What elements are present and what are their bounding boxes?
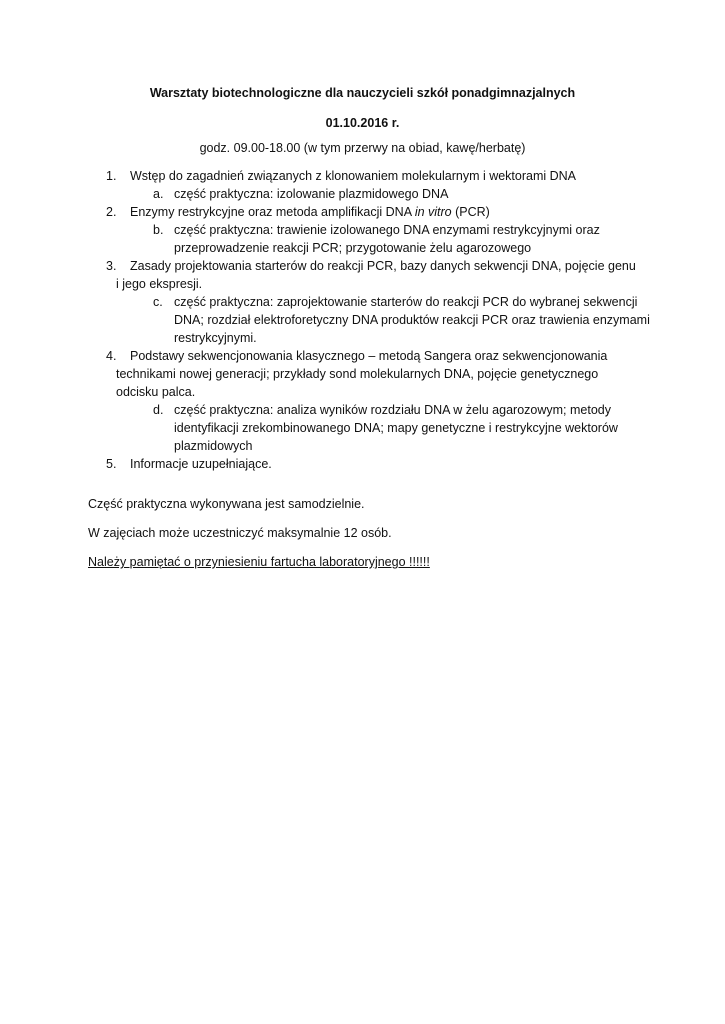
italic-term: in vitro [414, 205, 452, 219]
sublist-item-text: DNA; rozdział elektroforetyczny DNA produktów reakcji PCR oraz trawienia enzymami [174, 313, 650, 327]
sublist-letter: b. [153, 223, 164, 237]
list-item-text: Informacje uzupełniające. [130, 457, 272, 471]
list-item-text: Zasady projektowania starterów do reakcji PCR, bazy danych sekwencji DNA, pojęcie genu [130, 259, 636, 273]
document-title: Warsztaty biotechnologiczne dla nauczycieli szkół ponadgimnazjalnych [149, 86, 576, 100]
list-item-text: Enzymy restrykcyjne oraz metoda amplifikacji DNA in vitro (PCR) [130, 205, 490, 219]
sublist-item-text: część praktyczna: trawienie izolowanego DNA enzymami restrykcyjnymi oraz [174, 223, 600, 237]
note-participants: W zajęciach może uczestniczyć maksymalnie 12 osób. [88, 526, 392, 540]
sublist-item-text: część praktyczna: analiza wyników rozdziału DNA w żelu agarozowym; metody [174, 403, 611, 417]
list-number: 1. [106, 169, 117, 183]
sublist-letter: d. [153, 403, 164, 417]
sublist-item-text: przeprowadzenie reakcji PCR; przygotowanie żelu agarozowego [174, 241, 532, 255]
list-number: 3. [106, 259, 117, 273]
sublist-item-text: część praktyczna: izolowanie plazmidowego DNA [174, 187, 449, 201]
note-practical: Część praktyczna wykonywana jest samodzielnie. [88, 497, 365, 511]
sublist-item-text: identyfikacji zrekombinowanego DNA; mapy genetyczne i restrykcyjne wektorów [174, 421, 618, 435]
note-lab-coat: Należy pamiętać o przyniesieniu fartucha laboratoryjnego !!!!!! [88, 555, 430, 569]
list-number: 4. [106, 349, 117, 363]
list-number: 5. [106, 457, 117, 471]
sublist-letter: a. [153, 187, 164, 201]
document-date: 01.10.2016 r. [325, 116, 400, 130]
list-item-text: i jego ekspresji. [116, 277, 203, 291]
sublist-item-text: restrykcyjnymi. [174, 331, 257, 345]
list-number: 2. [106, 205, 117, 219]
sublist-item-text: część praktyczna: zaprojektowanie starterów do reakcji PCR do wybranej sekwencji [174, 295, 638, 309]
list-item-text: technikami nowej generacji; przykłady sond molekularnych DNA, pojęcie genetycznego [116, 367, 599, 381]
sublist-letter: c. [153, 295, 163, 309]
document-time: godz. 09.00-18.00 (w tym przerwy na obiad, kawę/herbatę) [199, 141, 526, 155]
list-item-text: odcisku palca. [116, 385, 196, 399]
list-item-text: Wstęp do zagadnień związanych z klonowaniem molekularnym i wektorami DNA [130, 169, 577, 183]
list-item-text: Podstawy sekwencjonowania klasycznego – metodą Sangera oraz sekwencjonowania [130, 349, 608, 363]
sublist-item-text: plazmidowych [174, 439, 253, 453]
